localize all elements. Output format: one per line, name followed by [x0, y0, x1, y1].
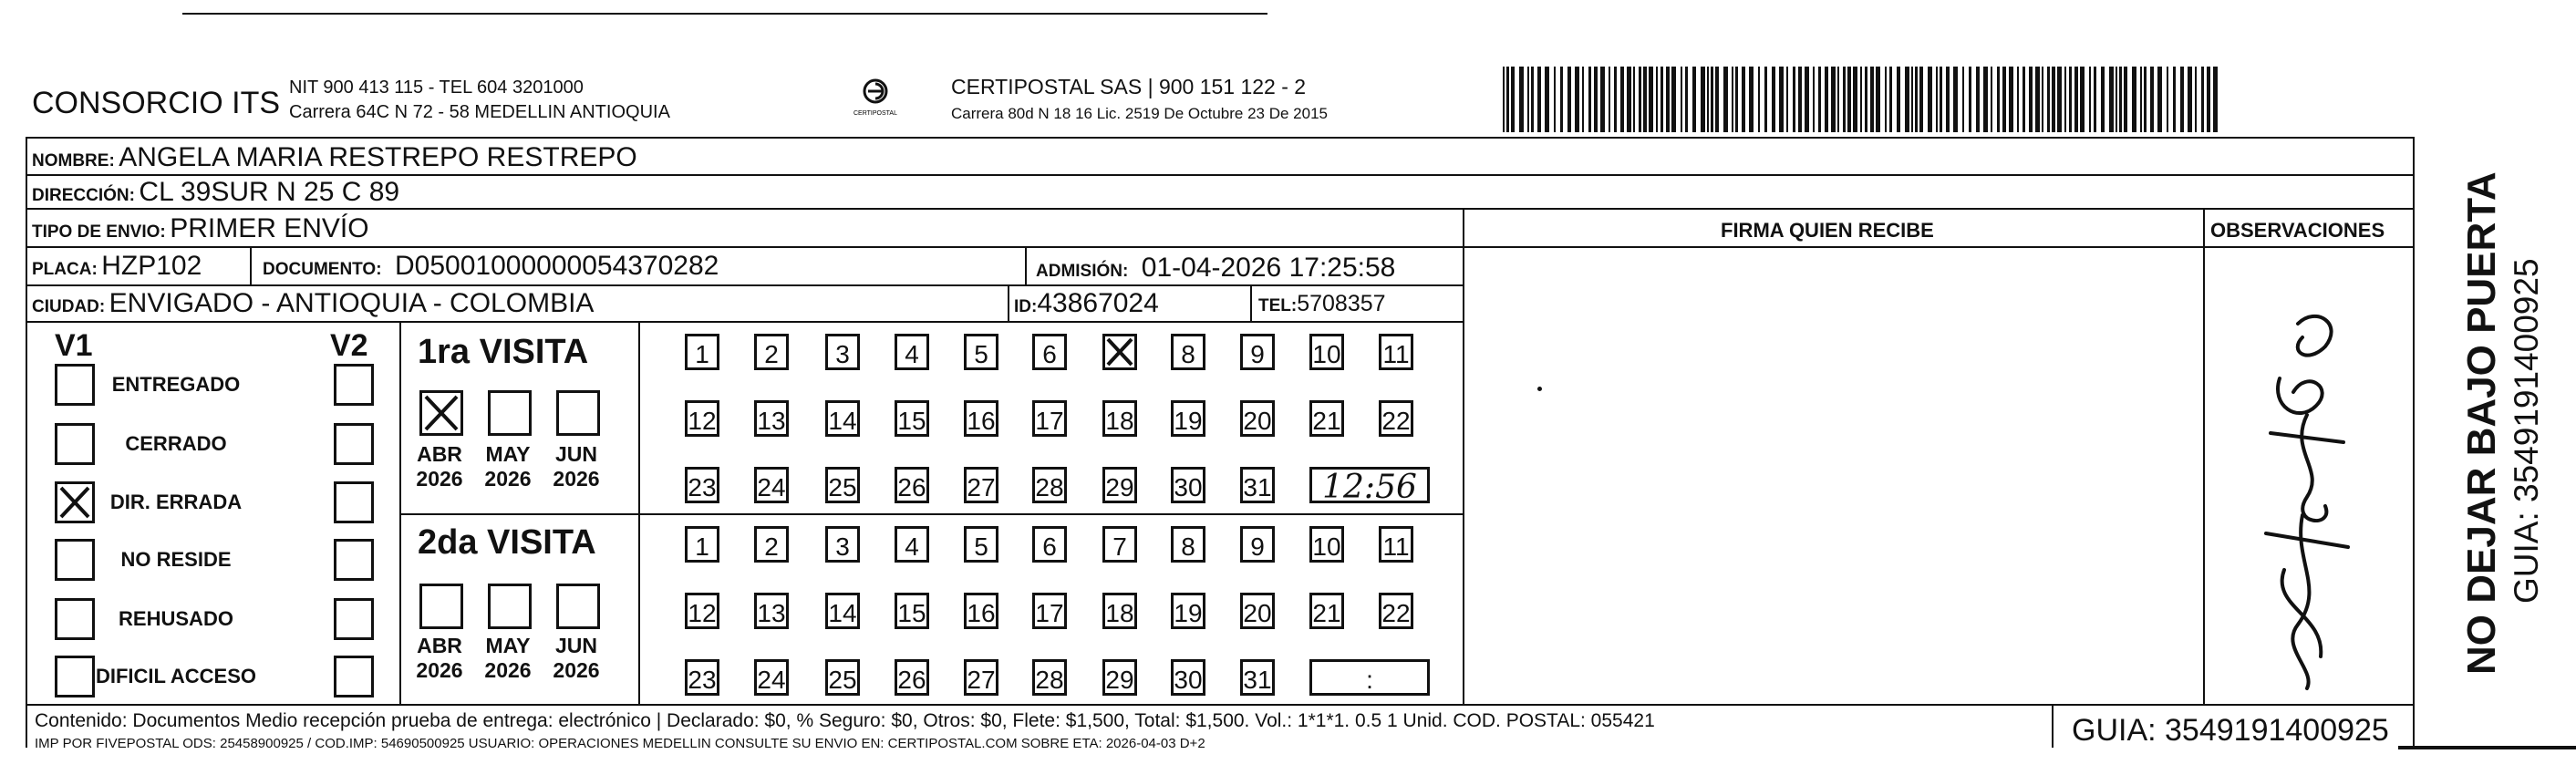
visit2-day-27[interactable]: 27 [964, 659, 998, 696]
visit2-day-23[interactable]: 23 [685, 659, 719, 696]
visit1-year-label: 2026 [484, 467, 532, 491]
placa-label: PLACA: [32, 260, 98, 279]
visit1-day-18[interactable]: 18 [1102, 400, 1137, 437]
visit1-day-26[interactable]: 26 [895, 467, 929, 503]
visit2-day-17[interactable]: 17 [1032, 593, 1067, 629]
id-divider [1008, 284, 1009, 321]
admision-row [1036, 254, 1395, 282]
frame-right [2413, 137, 2415, 748]
frame-top [26, 137, 2413, 139]
visit1-day-24[interactable]: 24 [754, 467, 789, 503]
visit1-day-12[interactable]: 12 [685, 400, 719, 437]
status-label-dir-errada: DIR. ERRADA [109, 491, 243, 513]
visit1-day-21[interactable]: 21 [1309, 400, 1344, 437]
carrier-name: CERTIPOSTAL SAS | 900 151 122 - 2 [951, 75, 1307, 98]
status-divider [399, 321, 401, 704]
visit2-time-field[interactable]: : [1309, 659, 1430, 696]
visit-divider [399, 513, 1463, 515]
visit1-month-checkbox-abr[interactable] [419, 390, 463, 436]
visit2-month-checkbox-abr[interactable] [419, 584, 463, 629]
status-label-rehusado: REHUSADO [119, 607, 233, 630]
visit2-day-11[interactable]: 11 [1379, 526, 1413, 563]
nombre-value: ANGELA MARIA RESTREPO RESTREPO [119, 142, 637, 172]
carrier-address: Carrera 80d N 18 16 Lic. 2519 De Octubre 23 De 2015 [951, 105, 1328, 122]
placa-divider [250, 246, 252, 284]
company-nit: NIT 900 413 115 - TEL 604 3201000 [289, 78, 584, 98]
admision-divider [1025, 246, 1027, 284]
visit2-month-label: ABR [417, 634, 462, 657]
visit1-month-label: ABR [417, 442, 462, 466]
visit2-day-12[interactable]: 12 [685, 593, 719, 629]
status-label-cerrado: CERRADO [125, 432, 227, 455]
visit2-year-label: 2026 [416, 658, 463, 682]
id-value: 43867024 [1037, 288, 1159, 318]
tel-row [1258, 293, 1386, 315]
visit1-day-17[interactable]: 17 [1032, 400, 1067, 437]
visit1-day-13[interactable]: 13 [754, 400, 789, 437]
logo-text: CERTIPOSTAL [853, 110, 897, 117]
visit2-day-4[interactable]: 4 [895, 526, 929, 563]
status-label-dificil-acceso: DIFICIL ACCESO [95, 665, 256, 687]
visit2-month-checkbox-may[interactable] [488, 584, 532, 629]
admision-value: 01-04-2026 17:25:58 [1141, 253, 1396, 283]
row-line [26, 174, 2413, 176]
visit1-day-2[interactable]: 2 [754, 334, 789, 370]
visit1-day-8[interactable]: 8 [1171, 334, 1205, 370]
handwritten-signature [2216, 296, 2380, 698]
visit1-day-23[interactable]: 23 [685, 467, 719, 503]
footer-imp: IMP POR FIVEPOSTAL ODS: 25458900925 / COD.IMP: 54690500925 USUARIO: OPERACIONES MEDELLIN CONSULTE SU ENVIO EN: CERTIPOSTAL.COM SOBRE ETA: 2026-04-03 D+2 [35, 736, 1205, 751]
row-line [26, 321, 1463, 323]
footer-content: Contenido: Documentos Medio recepción prueba de entrega: electrónico | Declarado: $0, % Seguro: $0, Otros: $0, Flete: $1,500, Total: $1,500. Vol.: 1*1*1. 0.5 1 Unid. COD. POSTAL: 055421 [35, 710, 1655, 731]
visit2-month-label: MAY [485, 634, 531, 657]
visit1-day-19[interactable]: 19 [1171, 400, 1205, 437]
row-line [26, 284, 1463, 286]
visit2-month-checkbox-jun[interactable] [556, 584, 600, 629]
visit1-day-4[interactable]: 4 [895, 334, 929, 370]
visit1-day-10[interactable]: 10 [1309, 334, 1344, 370]
visit2-day-13[interactable]: 13 [754, 593, 789, 629]
visit1-title: 1ra VISITA [418, 333, 589, 371]
placa-value: HZP102 [101, 251, 202, 281]
tel-divider [1250, 284, 1252, 321]
barcode [1503, 67, 2223, 132]
visit2-day-25[interactable]: 25 [825, 659, 860, 696]
status-label-entregado: ENTREGADO [111, 373, 241, 396]
visit1-day-31[interactable]: 31 [1240, 467, 1275, 503]
visit1-month-label: MAY [485, 442, 531, 466]
id-row [1014, 290, 1159, 317]
footer-guia: GUIA: 3549191400925 [2072, 713, 2389, 748]
visit2-day-14[interactable]: 14 [825, 593, 860, 629]
visit2-day-30[interactable]: 30 [1171, 659, 1205, 696]
visit2-day-24[interactable]: 24 [754, 659, 789, 696]
visit2-day-8[interactable]: 8 [1171, 526, 1205, 563]
firma-divider [1463, 208, 1464, 704]
documento-value: D05001000000054370282 [395, 251, 719, 281]
visit1-day-25[interactable]: 25 [825, 467, 860, 503]
visit1-day-20[interactable]: 20 [1240, 400, 1275, 437]
certipostal-logo [853, 77, 898, 122]
tipo-value: PRIMER ENVÍO [170, 213, 369, 243]
visit2-month-label: JUN [554, 634, 597, 657]
visit2-year-label: 2026 [553, 658, 600, 682]
visit2-day-7[interactable]: 7 [1102, 526, 1137, 563]
visit2-year-label: 2026 [484, 658, 532, 682]
visit1-day-14[interactable]: 14 [825, 400, 860, 437]
visit1-day-9[interactable]: 9 [1240, 334, 1275, 370]
visit2-day-5[interactable]: 5 [964, 526, 998, 563]
direccion-label: DIRECCIÓN: [32, 186, 135, 205]
top-rule [182, 13, 1267, 15]
visit1-day-3[interactable]: 3 [825, 334, 860, 370]
visit2-day-15[interactable]: 15 [895, 593, 929, 629]
admision-label: ADMISIÓN: [1036, 262, 1129, 281]
documento-label: DOCUMENTO: [263, 260, 382, 279]
nombre-label: NOMBRE: [32, 151, 115, 170]
id-label: ID: [1014, 297, 1038, 316]
company-name: CONSORCIO ITS [32, 86, 281, 120]
direccion-value: CL 39SUR N 25 C 89 [139, 177, 400, 207]
obs-divider [2203, 208, 2205, 704]
direccion-row [32, 179, 399, 206]
visit1-day-16[interactable]: 16 [964, 400, 998, 437]
ciudad-value: ENVIGADO - ANTIOQUIA - COLOMBIA [109, 288, 595, 318]
visit1-day-27[interactable]: 27 [964, 467, 998, 503]
visit2-day-22[interactable]: 22 [1379, 593, 1413, 629]
v1-label: V1 [55, 328, 93, 363]
visit1-day-29[interactable]: 29 [1102, 467, 1137, 503]
visit1-month-label: JUN [554, 442, 597, 466]
tel-value: 5708357 [1297, 291, 1386, 316]
visit2-day-21[interactable]: 21 [1309, 593, 1344, 629]
row-line [26, 246, 2413, 248]
company-address: Carrera 64C N 72 - 58 MEDELLIN ANTIOQUIA [289, 102, 670, 122]
visit1-day-15[interactable]: 15 [895, 400, 929, 437]
visit2-day-19[interactable]: 19 [1171, 593, 1205, 629]
tipo-label: TIPO DE ENVIO: [32, 222, 166, 242]
visit1-day-22[interactable]: 22 [1379, 400, 1413, 437]
ciudad-row [32, 290, 594, 317]
footer-top-line [26, 704, 2413, 706]
status-label-no-reside: NO RESIDE [120, 548, 232, 571]
visit1-month-checkbox-jun[interactable] [556, 390, 600, 436]
visit-month-divider [638, 321, 640, 704]
firma-dot [1537, 387, 1542, 391]
ciudad-label: CIUDAD: [32, 297, 106, 316]
visit2-day-20[interactable]: 20 [1240, 593, 1275, 629]
visit2-day-18[interactable]: 18 [1102, 593, 1137, 629]
visit1-day-5[interactable]: 5 [964, 334, 998, 370]
visit1-day-7[interactable] [1102, 334, 1137, 370]
visit2-day-29[interactable]: 29 [1102, 659, 1137, 696]
visit1-month-checkbox-may[interactable] [488, 390, 532, 436]
visit2-day-16[interactable]: 16 [964, 593, 998, 629]
visit1-day-30[interactable]: 30 [1171, 467, 1205, 503]
visit1-day-6[interactable]: 6 [1032, 334, 1067, 370]
visit2-day-1[interactable]: 1 [685, 526, 719, 563]
visit1-time-field[interactable]: 12:56 [1309, 467, 1430, 503]
footer-guia-divider [2052, 704, 2054, 748]
visit2-day-10[interactable]: 10 [1309, 526, 1344, 563]
visit2-day-31[interactable]: 31 [1240, 659, 1275, 696]
observaciones-label: OBSERVACIONES [2210, 219, 2385, 242]
visit2-day-2[interactable]: 2 [754, 526, 789, 563]
tipo-row [32, 215, 369, 243]
side-guia: GUIA: 3549191400925 [2508, 258, 2545, 604]
visit2-title: 2da VISITA [418, 523, 596, 562]
visit2-day-3[interactable]: 3 [825, 526, 860, 563]
visit2-day-9[interactable]: 9 [1240, 526, 1275, 563]
no-dejar-bajo-puerta: NO DEJAR BAJO PUERTA [2459, 171, 2504, 675]
visit1-day-1[interactable]: 1 [685, 334, 719, 370]
visit2-day-6[interactable]: 6 [1032, 526, 1067, 563]
v2-label: V2 [330, 328, 368, 363]
visit2-day-28[interactable]: 28 [1032, 659, 1067, 696]
placa-row [32, 253, 202, 280]
bottom-right-rule [2398, 746, 2576, 749]
visit1-day-11[interactable]: 11 [1379, 334, 1413, 370]
visit1-day-28[interactable]: 28 [1032, 467, 1067, 503]
row-line [26, 208, 2413, 210]
visit2-day-26[interactable]: 26 [895, 659, 929, 696]
documento-row [263, 253, 719, 280]
visit1-year-label: 2026 [553, 467, 600, 491]
nombre-row [32, 144, 637, 171]
firma-label: FIRMA QUIEN RECIBE [1721, 219, 1934, 242]
tel-label: TEL: [1258, 296, 1298, 315]
visit1-year-label: 2026 [416, 467, 463, 491]
